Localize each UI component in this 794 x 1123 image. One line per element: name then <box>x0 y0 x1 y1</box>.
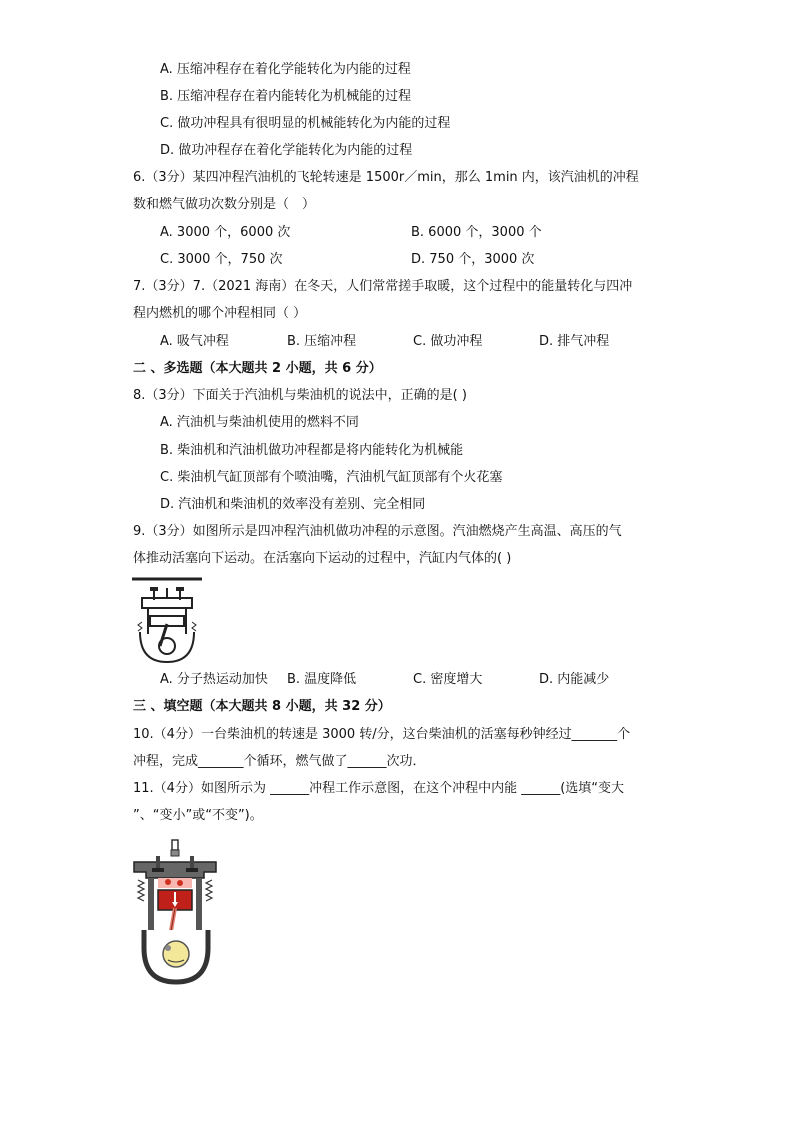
q9-stem-line2: 体推动活塞向下运动。在活塞向下运动的过程中，汽缸内气体的( ) <box>133 551 512 566</box>
section-heading-fill-blank: 三 、填空题（本大题共 8 小题，共 32 分） <box>133 699 391 714</box>
q7-option-b: B. 压缩冲程 <box>287 334 357 349</box>
q5-option-a: A. 压缩冲程存在着化学能转化为内能的过程 <box>160 62 411 77</box>
q9-option-d: D. 内能减少 <box>539 672 610 687</box>
q7-option-a: A. 吸气冲程 <box>160 334 229 349</box>
q7-option-c: C. 做功冲程 <box>413 334 483 349</box>
q9-engine-diagram <box>130 576 205 664</box>
q6-option-b: B. 6000 个，3000 个 <box>411 225 542 240</box>
q8-option-b: B. 柴油机和汽油机做功冲程都是将内能转化为机械能 <box>160 443 464 458</box>
q9-stem-line1: 9.（3分）如图所示是四冲程汽油机做功冲程的示意图。汽油燃烧产生高温、高压的气 <box>133 524 622 539</box>
q8-option-a: A. 汽油机与柴油机使用的燃料不同 <box>160 415 359 430</box>
q11-stem-line2: ”、“变小”或“不变”)。 <box>133 808 263 823</box>
q11-engine-diagram <box>128 838 224 986</box>
q7-option-d: D. 排气冲程 <box>539 334 610 349</box>
q9-option-c: C. 密度增大 <box>413 672 483 687</box>
q8-option-c: C. 柴油机气缸顶部有个喷油嘴，汽油机气缸顶部有个火花塞 <box>160 470 503 485</box>
q8-option-d: D. 汽油机和柴油机的效率没有差别、完全相同 <box>160 497 426 512</box>
q6-option-a: A. 3000 个，6000 次 <box>160 225 291 240</box>
q9-option-a: A. 分子热运动加快 <box>160 672 268 687</box>
q5-option-d: D. 做功冲程存在着化学能转化为内能的过程 <box>160 143 413 158</box>
q10-stem-line2: 冲程，完成_______个循环，燃气做了______次功． <box>133 754 426 769</box>
q6-stem-line1: 6.（3分）某四冲程汽油机的飞轮转速是 1500r／min，那么 1min 内，该汽油机的冲程 <box>133 170 639 185</box>
q5-option-c: C. 做功冲程具有很明显的机械能转化为内能的过程 <box>160 116 451 131</box>
q8-stem: 8.（3分）下面关于汽油机与柴油机的说法中，正确的是( ) <box>133 388 467 403</box>
q5-option-b: B. 压缩冲程存在着内能转化为机械能的过程 <box>160 89 412 104</box>
section-heading-multi-choice: 二 、多选题（本大题共 2 小题，共 6 分） <box>133 361 382 376</box>
q11-stem-line1: 11.（4分）如图所示为 ______冲程工作示意图，在这个冲程中内能 ______(选填“变大 <box>133 781 625 796</box>
q9-option-b: B. 温度降低 <box>287 672 357 687</box>
q6-option-c: C. 3000 个，750 次 <box>160 252 283 267</box>
q7-stem-line2: 程内燃机的哪个冲程相同（ ） <box>133 306 307 321</box>
q10-stem-line1: 10.（4分）一台柴油机的转速是 3000 转/分，这台柴油机的活塞每秒钟经过_______个 <box>133 727 631 742</box>
q6-option-d: D. 750 个，3000 次 <box>411 252 535 267</box>
q7-stem-line1: 7.（3分）7.（2021 海南）在冬天，人们常常搓手取暖，这个过程中的能量转化与四冲 <box>133 279 633 294</box>
q6-stem-line2: 数和燃气做功次数分别是（ ） <box>133 197 316 212</box>
